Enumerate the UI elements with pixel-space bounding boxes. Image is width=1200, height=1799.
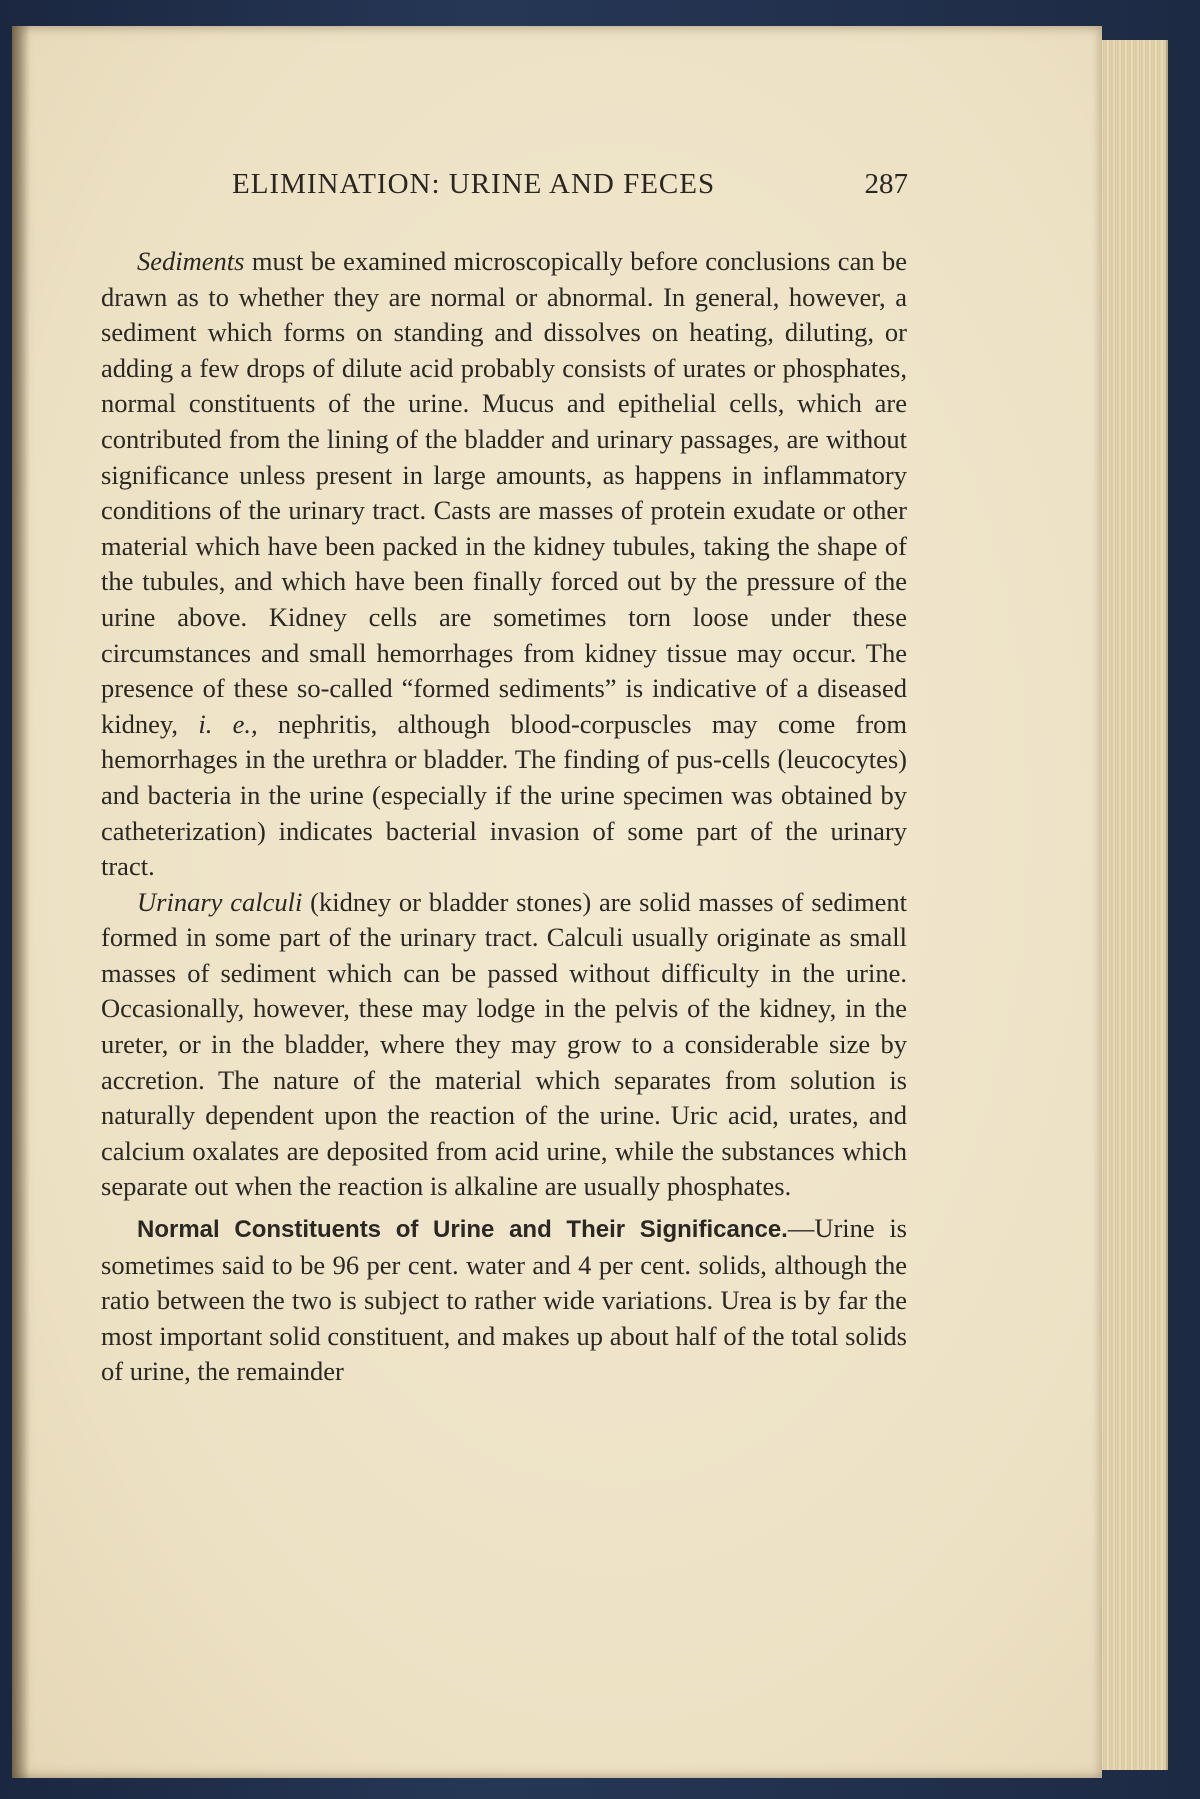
page-header <box>232 168 908 208</box>
paragraph-text: —Urine is sometimes said to be 96 per cent. water and 4 per cent. solids, although the ratio between the two is subject to rather wide variations. Urea is by far the most important solid constituent, and makes up about half of the total solids of urine, the remainder <box>101 1213 907 1387</box>
paragraph-lead-term: Urinary calculi <box>137 886 303 917</box>
paragraph-text-end: nephritis, although blood-corpuscles may come from hemorrhages in the urethra or bladder. The finding of pus-cells (leucocytes) and bacteria in the urine (especially if the urine specimen was obtained by catheterization) indicates bacterial invasion of some part of the urinary tract. <box>101 708 908 882</box>
paragraph-sediments <box>101 244 907 885</box>
paragraph-italic-abbrev: i. e., <box>198 708 258 739</box>
section-heading: Normal Constituents of Urine and Their Significance. <box>137 1216 788 1244</box>
paragraph-lead-term: Sediments <box>137 246 245 276</box>
page-number: 287 <box>864 168 908 200</box>
paragraph-text: must be examined microscopically before conclusions can be drawn as to whether they are normal or abnormal. In general, however, a sediment which forms on standing and dissolves on heating, diluting, or adding a few drops of dilute acid probably consists of urates or phosphates, normal constituents of the urine. Mucus and epithelial cells, which are contributed from the lining of the bladder and urinary passages, are without significance unless present in large amounts, as happens in inflammatory conditions of the urinary tract. Casts are masses of protein exudate or other material which have been packed in the kidney tubules, taking the shape of the tubules, and which have been finally forced out by the pressure of the urine above. Kidney cells are sometimes torn loose under these circumstances and small hemorrhages from kidney tissue may occur. The presence of these so-called “formed sediments” is indicative of a diseased kidney, <box>101 246 907 739</box>
paragraph-urinary-calculi <box>101 885 907 1205</box>
paragraph-normal-constituents <box>101 1211 907 1390</box>
running-head: ELIMINATION: URINE AND FECES <box>232 168 716 200</box>
page-gutter-shadow <box>12 26 30 1778</box>
paragraph-text: (kidney or bladder stones) are solid masses of sediment formed in some part of the urinary tract. Calculi usually originate as small masses of sediment which can be passed without difficulty in the urine. Occasionally, however, these may lodge in the pelvis of the kidney, in the ureter, or in the bladder, where they may grow to a considerable size by accretion. The nature of the material which separates from solution is naturally dependent upon the reaction of the urine. Uric acid, urates, and calcium oxalates are deposited from acid urine, while the substances which separate out when the reaction is alkaline are usually phosphates. <box>101 886 907 1202</box>
body-text <box>101 244 907 1390</box>
